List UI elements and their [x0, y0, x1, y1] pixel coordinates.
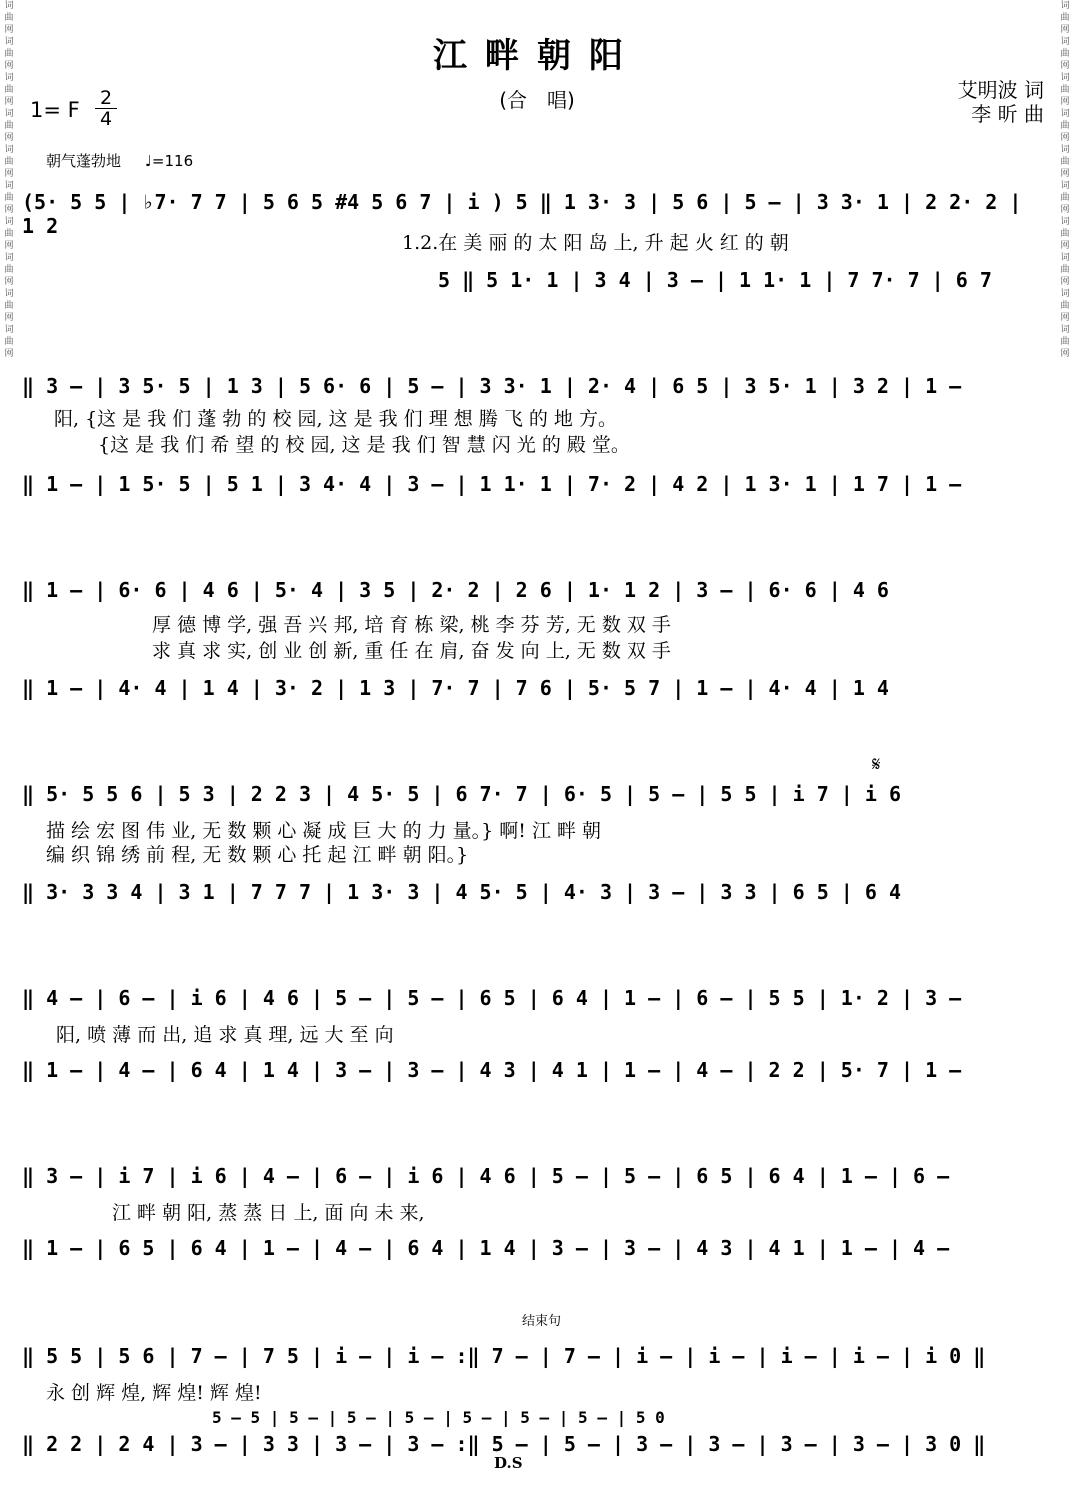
time-signature-top: 2 [99, 87, 113, 109]
lyrics-line: 阳, 喷 薄 而 出, 追 求 真 理, 远 大 至 向 [56, 1024, 394, 1046]
credits [958, 78, 1044, 126]
lyrics-line: 描 绘 宏 图 伟 业, 无 数 颗 心 凝 成 巨 大 的 力 量。} 啊! 江 畔 朝 [46, 820, 602, 842]
melody-line: ‖ 3 – | 3 5· 5 | 1 3 | 5 6· 6 | 5 – | 3 3· 1 | 2· 4 | 6 5 | 3 5· 1 | 3 2 | 1 – [22, 374, 962, 398]
bass-line: ‖ 2 2 | 2 4 | 3 – | 3 3 | 3 – | 3 – :‖ 5 – | 5 – | 3 – | 3 – | 3 – | 3 – | 3 0 ‖ [22, 1432, 986, 1456]
lyrics-line: 编 织 锦 绣 前 程, 无 数 颗 心 托 起 江 畔 朝 阳。} [46, 844, 469, 866]
melody-line: ‖ 4 – | 6 – | i 6 | 4 6 | 5 – | 5 – | 6 5 | 6 4 | 1 – | 6 – | 5 5 | 1· 2 | 3 – [22, 986, 962, 1010]
segno-sign: 𝄋 [872, 752, 881, 776]
lyrics-line: 阳, {这 是 我 们 蓬 勃 的 校 园, 这 是 我 们 理 想 腾 飞 的 地 方。 [54, 408, 617, 430]
tempo [46, 150, 193, 171]
melody-line: ‖ 3 – | i 7 | i 6 | 4 – | 6 – | i 6 | 4 6 | 5 – | 5 – | 6 5 | 6 4 | 1 – | 6 – [22, 1164, 950, 1188]
system-5 [22, 986, 1042, 1086]
system-6 [22, 1164, 1042, 1264]
melody-line: (5· 5 5 | ♭7· 7 7 | 5 6 5 #4 5 6 7 | i ) 5 ‖ 1 3· 3 | 5 6 | 5 – | 3 3· 1 | 2 2· 2 | 1 2 [22, 190, 1022, 238]
lyrics-line: 求 真 求 实, 创 业 创 新, 重 任 在 肩, 奋 发 向 上, 无 数 双 手 [152, 640, 671, 662]
system-4 [22, 752, 1042, 912]
key-signature: 1= F [30, 98, 80, 122]
watermark-left: 词曲网词曲网词曲网词曲网词曲网词曲网词曲网词曲网词曲网词曲网 [4, 1, 14, 359]
melody-line: ‖ 1 – | 6· 6 | 4 6 | 5· 4 | 3 5 | 2· 2 | 2 6 | 1· 1 2 | 3 – | 6· 6 | 4 6 [22, 578, 889, 602]
song-title: 江畔朝阳 [433, 36, 641, 76]
ds-mark: D.S [494, 1454, 523, 1472]
system-3 [22, 578, 1042, 708]
watermark-right: 词曲网词曲网词曲网词曲网词曲网词曲网词曲网词曲网词曲网词曲网 [1060, 1, 1070, 359]
song-subtitle: (合 唱) [499, 88, 575, 112]
bass-upper-line: 5 – 5 | 5 – | 5 – | 5 – | 5 – | 5 – | 5 – | 5 0 [212, 1408, 665, 1427]
system-7 [22, 1344, 1042, 1454]
lyricist: 艾明波 词 [957, 78, 1044, 102]
bass-line: ‖ 1 – | 4· 4 | 1 4 | 3· 2 | 1 3 | 7· 7 | 7 6 | 5· 5 7 | 1 – | 4· 4 | 1 4 [22, 676, 889, 700]
time-signature-bottom: 4 [95, 108, 117, 129]
bass-line: ‖ 1 – | 1 5· 5 | 5 1 | 3 4· 4 | 3 – | 1 1· 1 | 7· 2 | 4 2 | 1 3· 1 | 1 7 | 1 – [22, 472, 962, 496]
bass-line: ‖ 3· 3 3 4 | 3 1 | 7 7 7 | 1 3· 3 | 4 5· 5 | 4· 3 | 3 – | 3 3 | 6 5 | 6 4 [22, 880, 901, 904]
tempo-mark: ♩=116 [144, 152, 194, 170]
lyrics-line: 1.2.在 美 丽 的 太 阳 岛 上, 升 起 火 红 的 朝 [402, 232, 789, 254]
time-signature [95, 88, 117, 129]
lyrics-line: {这 是 我 们 希 望 的 校 园, 这 是 我 们 智 慧 闪 光 的 殿 堂。 [54, 434, 630, 456]
bass-line: ‖ 1 – | 4 – | 6 4 | 1 4 | 3 – | 3 – | 4 3 | 4 1 | 1 – | 4 – | 2 2 | 5· 7 | 1 – [22, 1058, 962, 1082]
lyrics-line: 永 创 辉 煌, 辉 煌! 辉 煌! [46, 1382, 262, 1404]
melody-line: ‖ 5· 5 5 6 | 5 3 | 2 2 3 | 4 5· 5 | 6 7· 7 | 6· 5 | 5 – | 5 5 | i 7 | i 6 [22, 782, 901, 806]
lyrics-line: 厚 德 博 学, 强 吾 兴 邦, 培 育 栋 梁, 桃 李 芬 芳, 无 数 双 手 [152, 614, 671, 636]
system-2 [22, 374, 1042, 504]
melody-line: ‖ 5 5 | 5 6 | 7 – | 7 5 | i – | i – :‖ 7 – | 7 – | i – | i – | i – | i – | i 0 ‖ [22, 1344, 986, 1368]
bass-line: ‖ 1 – | 6 5 | 6 4 | 1 – | 4 – | 6 4 | 1 4 | 3 – | 3 – | 4 3 | 4 1 | 1 – | 4 – [22, 1236, 950, 1260]
tempo-text: 朝气蓬勃地 [46, 152, 122, 170]
bass-line: 5 ‖ 5 1· 1 | 3 4 | 3 – | 1 1· 1 | 7 7· 7 | 6 7 [438, 268, 992, 292]
system-1 [22, 190, 1042, 300]
composer: 李 昕 曲 [971, 102, 1044, 126]
lyrics-line: 江 畔 朝 阳, 蒸 蒸 日 上, 面 向 未 来, [112, 1202, 425, 1224]
coda-label: 结束句 [522, 1314, 562, 1329]
